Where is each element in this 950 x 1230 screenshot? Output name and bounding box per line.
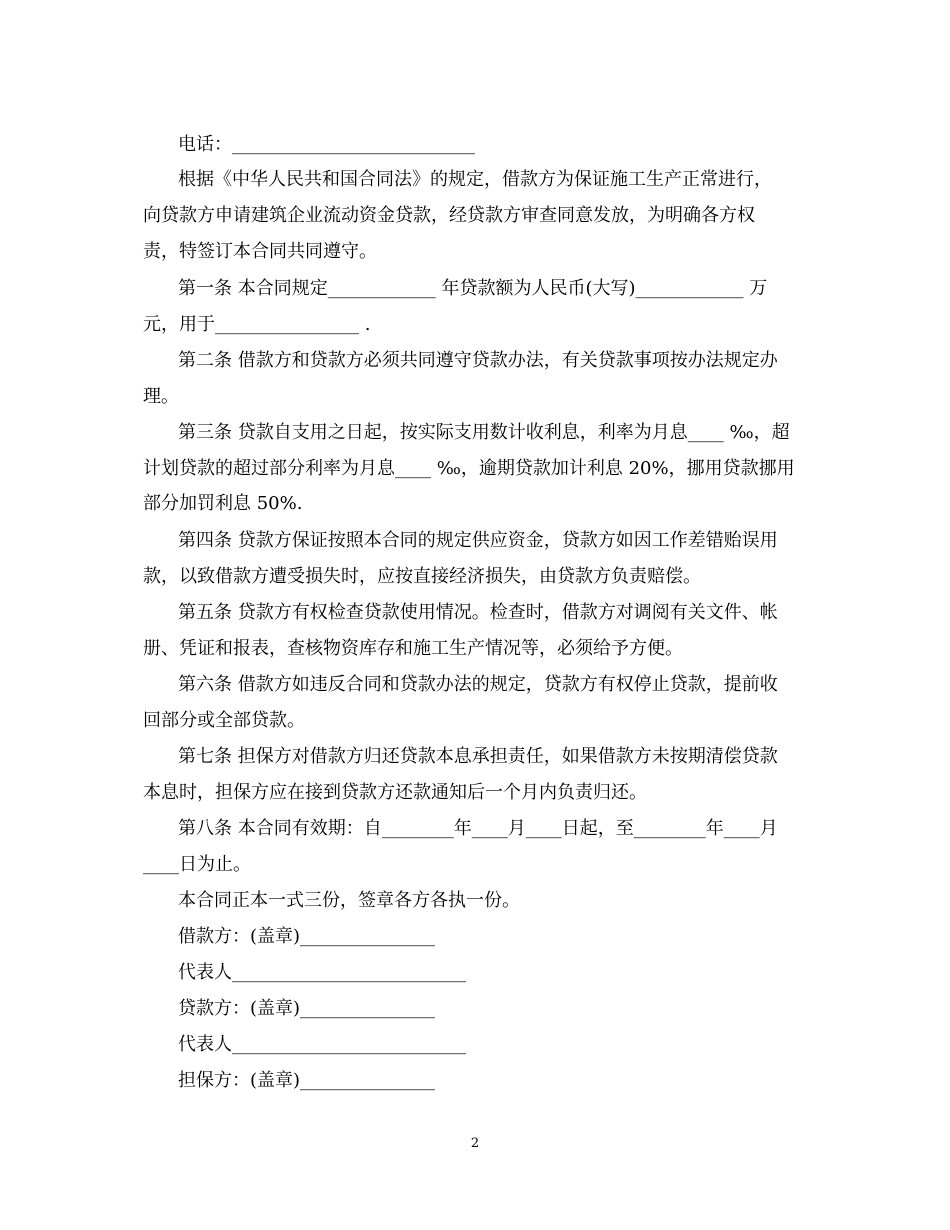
article-5-line-2: 册、凭证和报表，查核物资库存和施工生产情况等，必须给予方便。 — [143, 638, 683, 659]
preamble-line-3: 责，特签订本合同共同遵守。 — [143, 241, 377, 262]
copies-line: 本合同正本一式三份，签章各方各执一份。 — [178, 890, 520, 911]
article-1-line-2: 元，用于________________ . — [143, 314, 371, 335]
article-2-line-1: 第二条 借款方和贷款方必须共同遵守贷款办法，有关贷款事项按办法规定办 — [178, 350, 778, 371]
guarantor-signature-line: 担保方：(盖章)_______________ — [178, 1070, 436, 1091]
article-3-line-2: 计划贷款的超过部分利率为月息____ ‰，逾期贷款加计利息 20%，挪用贷款挪用 — [143, 458, 795, 479]
page-number: 2 — [470, 1136, 480, 1151]
phone-line: 电话：___________________________ — [178, 134, 475, 155]
article-5-line-1: 第五条 贷款方有权检查贷款使用情况。检查时，借款方对调阅有关文件、帐 — [178, 602, 778, 623]
preamble-line-2: 向贷款方申请建筑企业流动资金贷款，经贷款方审查同意发放，为明确各方权 — [143, 205, 755, 226]
article-7-line-2: 本息时，担保方应在接到贷款方还款通知后一个月内负责归还。 — [143, 782, 647, 803]
article-2-line-2: 理。 — [143, 386, 179, 407]
lender-representative-line: 代表人__________________________ — [178, 1034, 466, 1055]
article-6-line-2: 回部分或全部贷款。 — [143, 710, 305, 731]
article-3-line-1: 第三条 贷款自支用之日起，按实际支用数计收利息，利率为月息____ ‰，超 — [178, 422, 790, 443]
article-3-line-3: 部分加罚利息 50%. — [143, 493, 303, 514]
borrower-signature-line: 借款方：(盖章)_______________ — [178, 926, 436, 947]
lender-signature-line: 贷款方：(盖章)_______________ — [178, 998, 436, 1019]
article-6-line-1: 第六条 借款方如违反合同和贷款办法的规定，贷款方有权停止贷款，提前收 — [178, 674, 778, 695]
article-4-line-2: 款，以致借款方遭受损失时，应按直接经济损失，由贷款方负责赔偿。 — [143, 566, 701, 587]
article-8-line-1: 第八条 本合同有效期：自________年____月____日起，至________年____月 — [178, 818, 778, 839]
borrower-representative-line: 代表人__________________________ — [178, 962, 466, 983]
article-1-line-1: 第一条 本合同规定____________ 年贷款额为人民币(大写)____________ 万 — [178, 278, 768, 299]
article-8-line-2: ____日为止。 — [143, 854, 251, 875]
article-7-line-1: 第七条 担保方对借款方归还贷款本息承担责任，如果借款方未按期清偿贷款 — [178, 746, 778, 767]
preamble-line-1: 根据《中华人民共和国合同法》的规定，借款方为保证施工生产正常进行， — [178, 169, 772, 190]
article-4-line-1: 第四条 贷款方保证按照本合同的规定供应资金，贷款方如因工作差错贻误用 — [178, 530, 778, 551]
